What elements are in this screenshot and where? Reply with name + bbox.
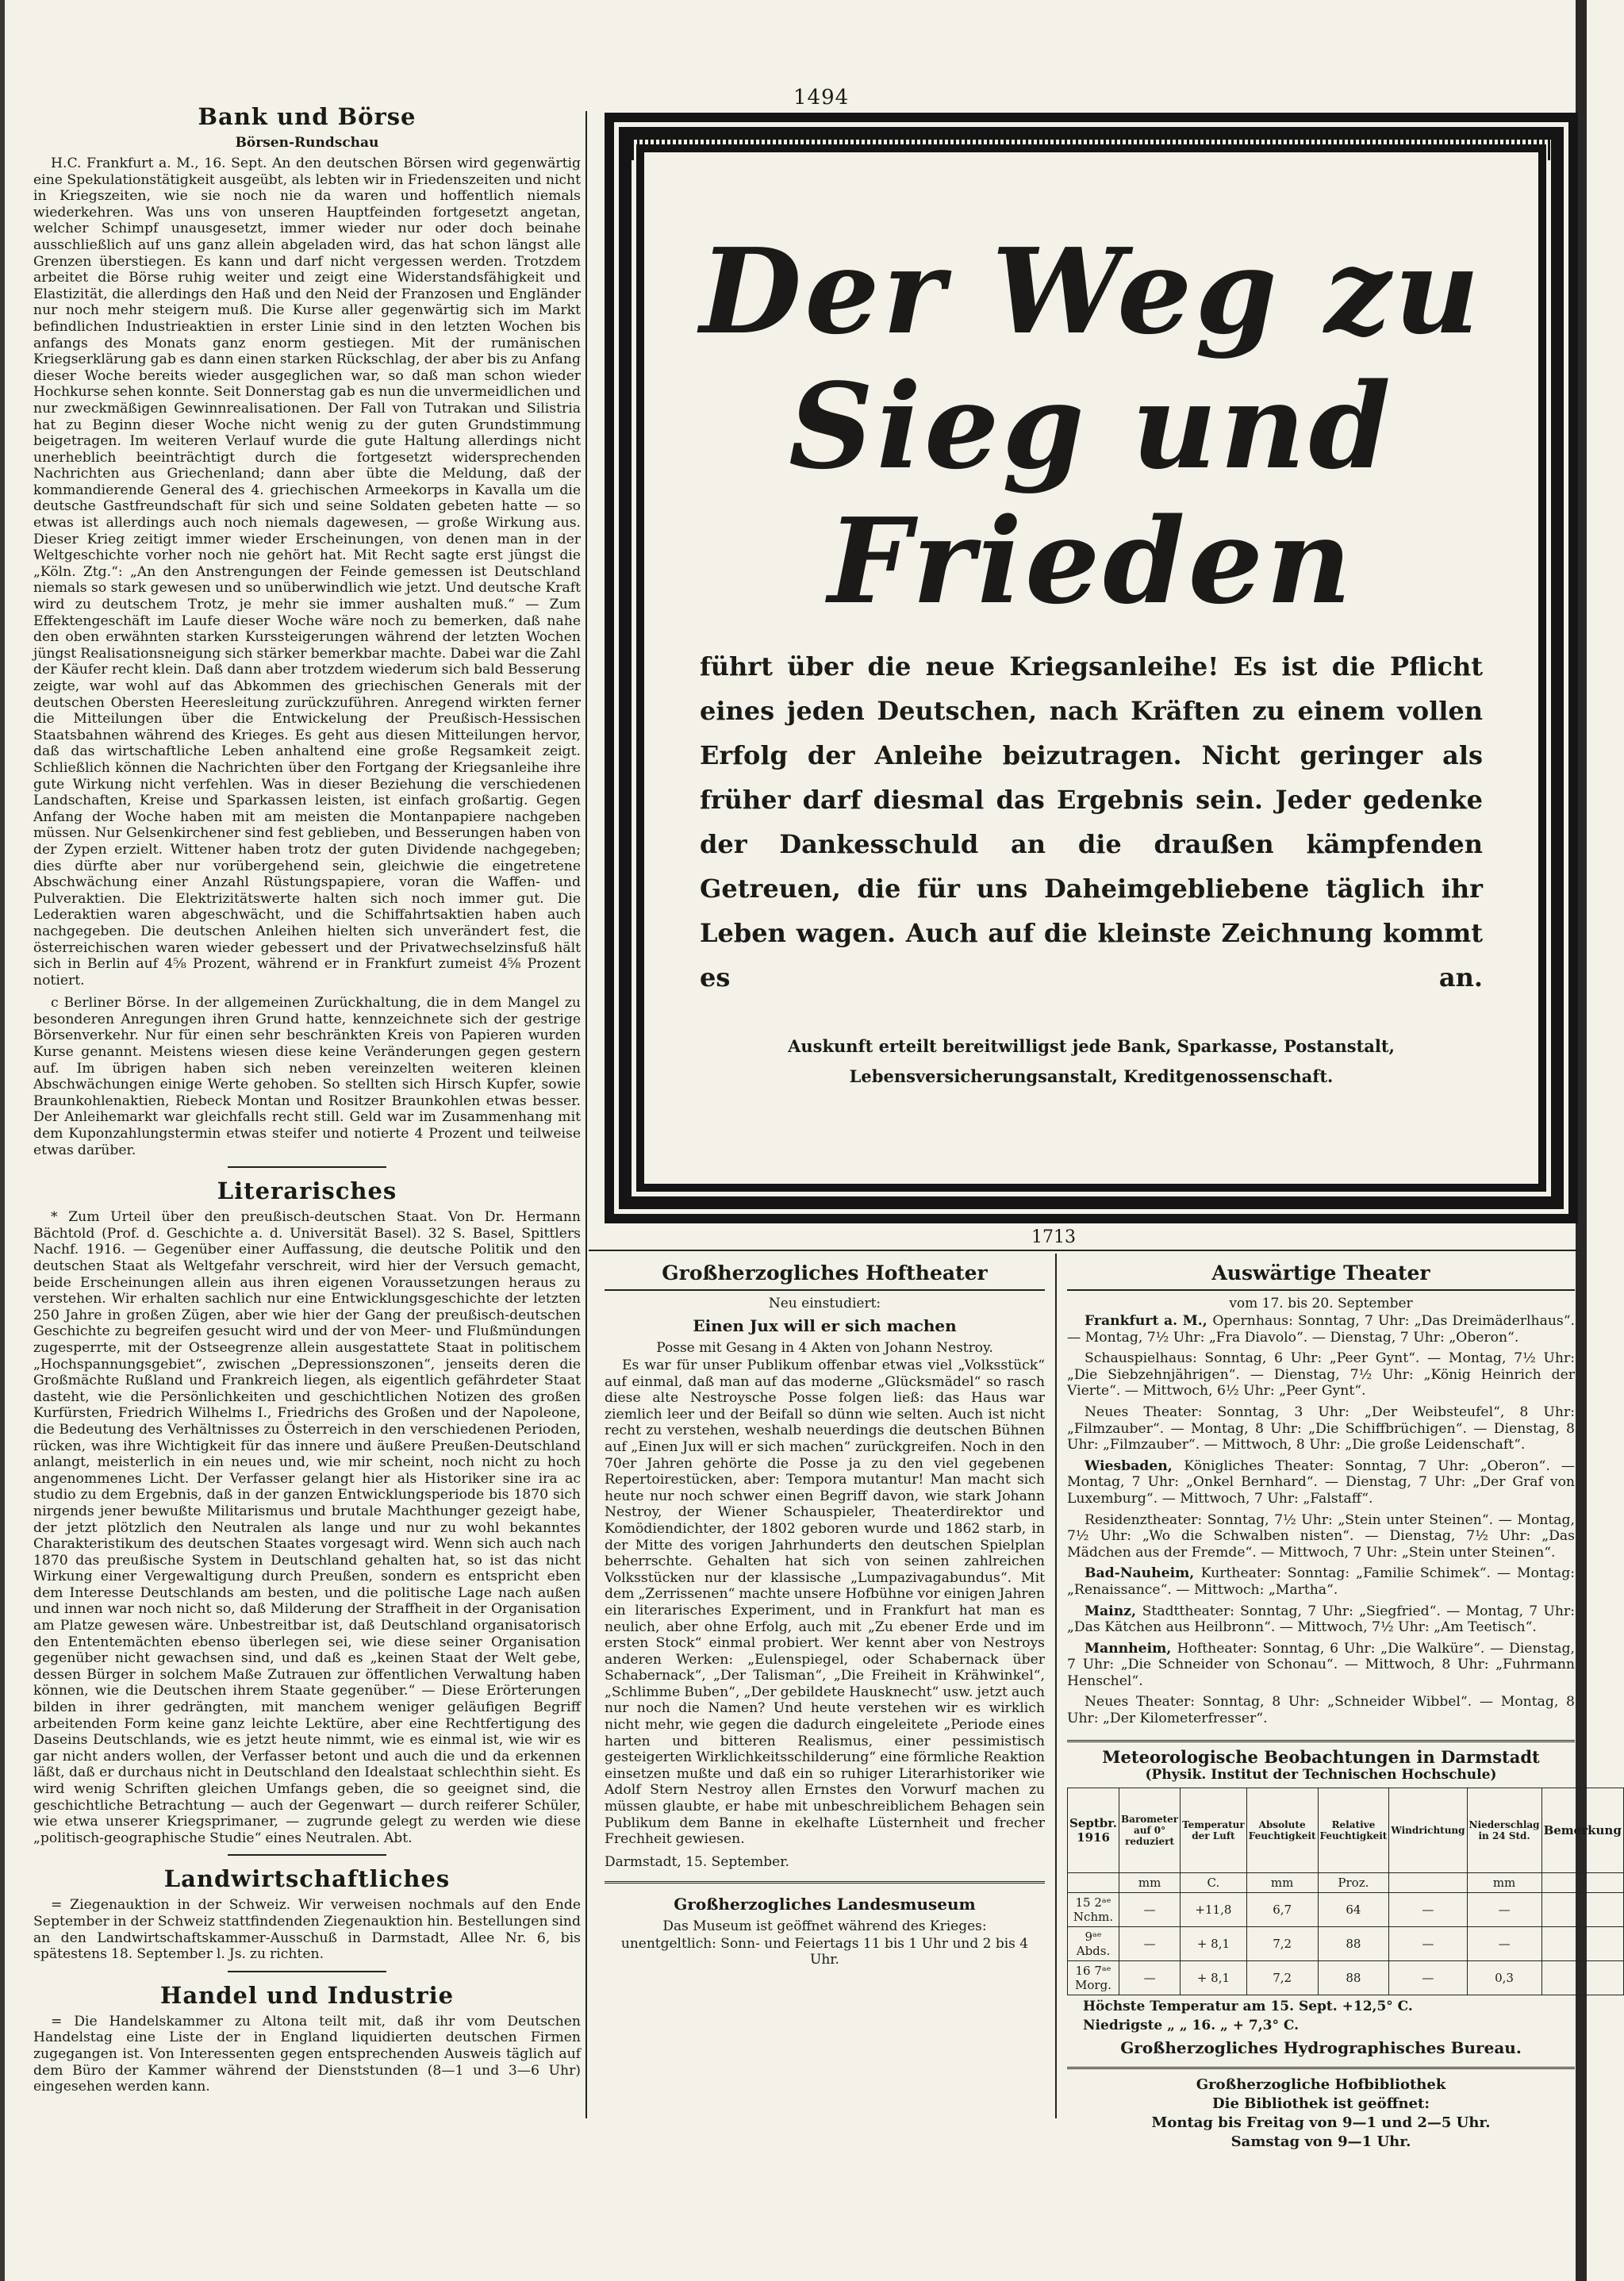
meteo-header-cell: Niederschlag in 24 Std.: [1467, 1788, 1541, 1872]
table-cell: —: [1389, 1926, 1467, 1960]
table-cell: —: [1467, 1892, 1541, 1926]
theater-city: Mainz,: [1085, 1603, 1142, 1619]
table-cell: [1541, 1926, 1623, 1960]
table-cell: —: [1389, 1892, 1467, 1926]
meteo-header-cell: Septbr. 1916: [1068, 1788, 1119, 1872]
meteo-table: [1067, 1788, 1624, 1995]
theater-entry: [1067, 1313, 1575, 1346]
meteo-header-cell: Absolute Feuchtigkeit: [1246, 1788, 1318, 1872]
table-cell: 88: [1318, 1960, 1389, 1995]
section-title-bank: Bank und Börse: [198, 103, 417, 130]
theater-program: Stadttheater: Sonntag, 7 Uhr: „Siegfried“. — Montag, 7 Uhr: „Das Kätchen aus Heilbronn“. — Mittwoch, 7½ Uhr: „Am Teetisch“.: [1067, 1603, 1575, 1636]
table-row: [1068, 1892, 1624, 1926]
meteo-max: Höchste Temperatur am 15. Sept. +12,5° C.: [1083, 1998, 1413, 2014]
library-hours: Montag bis Freitag von 9—1 und 2—5 Uhr.: [1151, 2114, 1491, 2131]
column-divider: [585, 111, 587, 2118]
theater-entry: [1067, 1512, 1575, 1561]
scan-edge-left: [0, 0, 5, 2281]
review-dateline: Darmstadt, 15. September.: [605, 1853, 789, 1870]
theater-program: Schauspielhaus: Sonntag, 6 Uhr: „Peer Gynt“. — Montag, 7½ Uhr: „Die Siebzehnjährigen“. — Dienstag, 7½ Uhr: „König Heinrich der Vierte“. — Mittwoch, 6½ Uhr: „Peer Gynt“.: [1067, 1350, 1575, 1400]
table-cell: —: [1119, 1892, 1181, 1926]
meteo-unit-cell: C.: [1181, 1872, 1247, 1892]
theater-program: Neues Theater: Sonntag, 8 Uhr: „Schneider Wibbel“. — Montag, 8 Uhr: „Der Kilometerfresser“.: [1067, 1694, 1575, 1727]
table-cell: +11,8: [1181, 1892, 1247, 1926]
table-cell: —: [1119, 1926, 1181, 1960]
ad-content: [636, 144, 1546, 1192]
table-cell: 64: [1318, 1892, 1389, 1926]
hoftheater-title: Großherzogliches Hoftheater: [605, 1261, 1045, 1291]
section-divider: [228, 1971, 386, 1972]
ad-body-text: führt über die neue Kriegsanleihe! Es ist die Pflicht eines jeden Deutschen, nach Kräften zu einem vollen Erfolg der Anleihe beizutragen. Nicht geringer als früher darf diesmal das Ergebnis sein. Jeder gedenke der Dankesschuld an die draußen kämpfenden Getreuen, die für uns Daheimgebliebene täglich ihr Leben wagen. Auch auf die kleinste Zeichnung kommt es an.: [700, 651, 1483, 993]
theater-program: Königliches Theater: Sonntag, 7 Uhr: „Oberon“. — Montag, 7 Uhr: „Onkel Bernhard“. — Dienstag, 7 Uhr: „Der Graf von Luxemburg“. — Mittwoch, 7 Uhr: „Falstaff“.: [1067, 1457, 1575, 1507]
foreign-theater-dates: vom 17. bis 20. September: [1229, 1296, 1413, 1311]
theater-program: Hoftheater: Sonntag, 6 Uhr: „Die Walküre“. — Dienstag, 7 Uhr: „Die Schneider von Schonau“. — Mittwoch, 8 Uhr: „Fuhrmann Henschel“.: [1067, 1640, 1575, 1689]
museum-line: Das Museum ist geöffnet während des Krieges:: [662, 1918, 987, 1934]
left-column: [33, 103, 581, 2134]
hoftheater-column: [605, 1261, 1045, 2063]
meteo-subtitle: (Physik. Institut der Technischen Hochschule): [1145, 1766, 1497, 1783]
war-loan-advertisement: [605, 113, 1578, 1223]
foreign-theater-title: Auswärtige Theater: [1067, 1261, 1575, 1291]
theater-entry: [1067, 1641, 1575, 1690]
section-subtitle-bank: Börsen-Rundschau: [235, 135, 379, 151]
table-cell: 9ᵃᵉ Abds.: [1068, 1926, 1119, 1960]
theater-program: Opernhaus: Sonntag, 7 Uhr: „Das Dreimäderlhaus“. — Montag, 7½ Uhr: „Fra Diavolo“. — Dienstag, 7 Uhr: „Oberon“.: [1067, 1313, 1575, 1346]
table-cell: 6,7: [1246, 1892, 1318, 1926]
library-line: Die Bibliothek ist geöffnet:: [1212, 2095, 1430, 2112]
meteo-header-cell: Barometer auf 0° reduziert: [1119, 1788, 1181, 1872]
theater-entry: [1067, 1350, 1575, 1400]
horizontal-divider: [589, 1250, 1580, 1251]
meteo-unit-cell: [1389, 1872, 1467, 1892]
agriculture-paragraph: = Ziegenauktion in der Schweiz. Wir verweisen nochmals auf den Ende September in der Schweiz stattfindenden Ziegenauktion hin. Bestellungen sind an den Landwirtschaftskammer-Ausschuß in Darmstadt, Allee Nr. 6, bis spätestens 18. September l. Js. zu richten.: [33, 1897, 581, 1963]
section-divider: [228, 1166, 386, 1168]
ad-headline: Der Weg zu Sieg und Frieden: [700, 222, 1483, 630]
theater-city: Bad-Nauheim,: [1085, 1565, 1201, 1582]
table-cell: + 8,1: [1181, 1960, 1247, 1995]
meteo-min: Niedrigste „ „ 16. „ + 7,3° C.: [1083, 2017, 1300, 2033]
theater-program: Neues Theater: Sonntag, 3 Uhr: „Der Weibsteufel“, 8 Uhr: „Filmzauber“. — Montag, 8 Uhr: „Die Schiffbrüchigen“. — Dienstag, 8 Uhr: „Filmzauber“. — Mittwoch, 8 Uhr: „Die große Leidenschaft“.: [1067, 1404, 1575, 1453]
table-cell: 0,3: [1467, 1960, 1541, 1995]
theater-entry: [1067, 1404, 1575, 1453]
column-divider: [1055, 1254, 1057, 2118]
theater-city: Mannheim,: [1085, 1640, 1177, 1657]
theater-entry: [1067, 1603, 1575, 1636]
table-cell: —: [1389, 1960, 1467, 1995]
foreign-theater-list: [1067, 1313, 1575, 1727]
right-lower-column: [1067, 1261, 1622, 2150]
library-notice: [1067, 2067, 1575, 2150]
meteo-header-cell: Temperatur der Luft: [1181, 1788, 1247, 1872]
table-cell: 88: [1318, 1926, 1389, 1960]
section-divider: [228, 1854, 386, 1856]
bank-paragraph: H.C. Frankfurt a. M., 16. Sept. An den deutschen Börsen wird gegenwärtig eine Spekulationstätigkeit ausgeübt, als lebten wir in Friedenszeiten und nicht in Kriegszeiten, wie sie noch nie da waren und hoffentlich niemals wiederkehren. Was uns von unseren Hauptfeinden fortgesetzt angetan, welcher Schimpf unausgesetzt, immer wieder nur oder doch beinahe ausschließlich auf uns ganz allein abgeladen wird, das hat schon längst alle Grenzen überstiegen. Es kann und darf nicht vergessen werden. Trotzdem arbeitet die Börse ruhig weiter und zeigt eine Widerstandsfähigkeit und Elastizität, die allerdings den Haß und den Neid der Franzosen und Engländer nur noch mehr steigern muß. Die Kurse aller gegenwärtig sich im Markt befindlichen Industrieaktien in erster Linie sind in den letzten Wochen bis anfangs des Monats ganz enorm gestiegen. Mit der rumänischen Kriegserklärung gab es dann einen starken Rückschlag, der aber bis zu Anfang dieser Woche bereits wieder ausgeglichen war, so daß man schon wieder Hochkurse sehen konnte. Seit Donnerstag gab es nun die unvermeidlichen und nur zweckmäßigen Gewinnrealisationen. Der Fall von Tutrakan und Silistria hat zu Beginn dieser Woche nicht wenig zu der guten Grundstimmung beigetragen. Im weiteren Verlauf wurde die gute Haltung allerdings nicht unerheblich beeinträchtigt durch die fortgesetzt widersprechenden Nachrichten aus Griechenland; dann aber übte die Meldung, daß der kommandierende General des 4. griechischen Armeekorps in Kavalla um die deutsche Gastfreundschaft für sich und seine Soldaten gebeten hatte — so etwas ist allerdings auch noch niemals dagewesen, — große Wirkung aus. Dieser Krieg zeitigt immer wieder Erscheinungen, von denen man in der Weltgeschichte vorher noch nie gehört hat. Mit Recht sagte erst jüngst die „Köln. Ztg.“: „An den Anstrengungen der Feinde gemessen ist Deutschland niemals so stark gewesen und so unüberwindlich wie jetzt. Und deutsche Kraft wird zu deutschem Trotz, je mehr sie immer aushalten muß.“ — Zum Effektengeschäft im Laufe dieser Woche wäre noch zu bemerken, daß nahe den oben erwähnten starken Kurssteigerungen während der letzten Wochen jüngst Realisationsneigung sich stärker bemerkbar machte. Dabei war die Zahl der Käufer recht klein. Daß dann aber trotzdem wiederum sich bald Besserung zeigte, war wohl auf das Abkommen des griechischen Generals mit der deutschen Obersten Heeresleitung zurückzuführen. Anregend wirkten ferner die Mitteilungen über die Entwickelung der Preußisch-Hessischen Staatsbahnen während des Krieges. Es geht aus diesen Mitteilungen hervor, daß das wirtschaftliche Leben anhaltend eine große Regsamkeit zeigt. Schließlich können die Nachrichten über den Fortgang der Kriegsanleihe ihre gute Wirkung nicht verfehlen. Was in dieser Beziehung die verschiedenen Landschaften, Kreise und Sparkassen leisten, ist einfach großartig. Gegen Anfang der Woche haben mit am meisten die Montanpapiere nachgeben müssen. Nur Gelsenkirchener sind fest geblieben, und Besserungen haben von der Zypen erzielt. Wittener haben trotz der guten Dividende nachgegeben; dies dürfte aber nur vorübergehend sein, gleichwie die eingetretene Abschwächung einer Anzahl Rüstungspapiere, voran die Waffen- und Pulveraktien. Die Elektrizitätswerte halten sich noch immer gut. Die Lederaktien waren abgeschwächt, und die Schiffahrtsaktien haben auch nachgegeben. Die deutschen Anleihen hielten sich unverändert fest, die österreichischen waren wieder gebessert und der Privatwechselzinsfuß hält sich in Berlin auf 4⅝ Prozent, während er in Frankfurt zumeist 4⅝ Prozent notiert.: [33, 156, 581, 989]
table-cell: [1541, 1960, 1623, 1995]
museum-notice: [605, 1881, 1045, 1968]
meteo-office: Großherzogliches Hydrographisches Bureau.: [1120, 2037, 1522, 2057]
theater-review: Es war für unser Publikum offenbar etwas viel „Volksstück“ auf einmal, daß man auf das moderne „Glücksmädel“ so rasch diese alte Nestroysche Posse folgen ließ: das Haus war ziemlich leer und der Beifall so dünn wie selten. Auch ist nicht recht zu verstehen, weshalb neuerdings die deutschen Bühnen auf „Einen Jux will er sich machen“ zurückgreifen. Noch in den 70er Jahren gehörte die Posse ja zu den viel gegebenen Repertoirestücken, aber: Tempora mutantur! Man macht sich heute nur noch schwer einen Begriff davon, wie stark Johann Nestroy, der Wiener Schauspieler, Theaterdirektor und Komödiendichter, der 1802 geboren wurde und 1862 starb, in der Mitte des vorigen Jahrhunderts den deutschen Spielplan beherrschte. Gehalten hat sich von seinen zahlreichen Volksstücken nur der klassische „Lumpazivagabundus“. Mit dem „Zerrissenen“ machte unsere Hofbühne vor einigen Jahren ein literarisches Experiment, und in Frankfurt hat man es neulich, aber ohne Erfolg, auch mit „Zu ebener Erde und im ersten Stock“ einmal probiert. Wer kennt aber von Nestroys anderen Werken: „Eulenspiegel, oder Schabernack über Schabernack“, „Der Talisman“, „Die Freiheit in Krähwinkel“, „Schlimme Buben“, „Der gebildete Hausknecht“ usw. jetzt auch nur noch die Namen? Und heute verstehen wir es wirklich nicht mehr, wie gegen die dadurch eingeleitete „Periode eines harten und bitteren Realismus, einer pessimistisch gesteigerten Wirklichkeitsschilderung“ eine förmliche Reaktion einsetzen mußte und daß ein so ruhiger Literarhistoriker wie Adolf Stern Nestroy allen Ernstes den Vorwurf machen zu müssen glaubte, er habe mit unbeschreiblichem Behagen sein Publikum dem Banne in ekelhafte Lüsternheit und frecher Frechheit gewiesen.: [605, 1357, 1045, 1848]
meteo-unit-cell: mm: [1246, 1872, 1318, 1892]
table-cell: [1541, 1892, 1623, 1926]
meteo-header-row: [1068, 1788, 1624, 1872]
table-cell: 7,2: [1246, 1926, 1318, 1960]
page-number: 1494: [793, 86, 850, 109]
literary-paragraph: * Zum Urteil über den preußisch-deutschen Staat. Von Dr. Hermann Bächtold (Prof. d. Geschichte a. d. Universität Basel). 32 S. Basel, Spittlers Nachf. 1916. — Gegenüber einer Auffassung, die deutsche Politik und den deutschen Staat als Weltgefahr verschreit, wird hier der Versuch gemacht, beide Erscheinungen allein aus ihren eigenen Voraussetzungen heraus zu verstehen. Wir erhalten sachlich nur eine Entwicklungsgeschichte der letzten 250 Jahre in großen Zügen, aber wie hier der Gang der preußisch-deutschen Geschichte zu begreifen gesucht wird und der von Meer- und Flußmündungen zugesperrte, mit der Ostseegrenze allein ausgestattete Staat in politischem „Hochspannungsgebiet“, zwischen „Depressionszonen“, jenseits deren die Großmächte Rußland und Frankreich liegen, als eigentlich gefährdeter Staat dasteht, wie die Persönlichkeiten und geschichtlichen Notizen des großen Kurfürsten, Friedrich Wilhelms I., Friedrichs des Großen und der Napoleone, die Bedeutung des Verhältnisses zu Österreich in den verschiedenen Perioden, rücken, was ihre Wichtigkeit für das innere und äußere Preußen-Deutschland anlangt, meisterlich in ein neues und, wie mir scheint, noch nicht zu hoch angenommenes Licht. Der Verfasser gelangt hier als Historiker sine ira ac studio zu dem Ergebnis, daß in der ganzen Entwicklungsperiode bis 1870 sich nirgends jener bewußte Militarismus und brutale Machthunger gezeigt habe, der jetzt plötzlich den Neutralen als lange und nur zu wohl bekanntes Charakteristikum des deutschen Staates vorgesagt wird. Wenn sich auch nach 1870 das preußische System in Deutschland gehalten hat, so ist das nicht Wirkung einer Vergewaltigung durch Preußen, sondern es entspricht eben dem Interesse Deutschlands am besten, und die politische Lage nach außen und innen war noch nicht so, daß Milderung der Straffheit in der Organisation am Platze gewesen wäre. Unbestreitbar ist, daß Deutschland organisatorisch den Ententemächten ebenso überlegen sei, wie diese seiner Organisation gegenüber nicht gewachsen sind, und daß es „keinen Staat der Welt gebe, dessen Bürger in solchem Maße Zutrauen zur öffentlichen Verwaltung haben können, wie die Deutschen ihrem Staate gegenüber.“ — Diese Erörterungen bilden in ihrer gedrängten, mit manchem weniger geläufigen Begriff arbeitenden Form keine ganz leichte Lektüre, aber eine Rechtfertigung des Daseins Deutschlands, wie es jetzt heute nimmt, wie es einmal ist, wie wir es gar nicht anders wollen, der Verfasser betont und auch die und da erkennen läßt, daß er durchaus nicht in Deutschland den Idealstaat schlechthin sieht. Es wird wenig Schriften gleichen Umfangs geben, die so geeignet sind, die geschichtliche Betrachtung — auch der Gegenwart — durch reiferer Schüler, wie etwa unserer Kriegsprimaner, — zugrunde gelegt zu werden wie diese „politisch-geographische Studie“ eines Neutralen. Abt.: [33, 1209, 581, 1846]
meteo-unit-cell: [1068, 1872, 1119, 1892]
meteo-table-body: [1068, 1892, 1624, 1995]
theater-city: Frankfurt a. M.,: [1085, 1313, 1213, 1329]
meteo-unit-cell: mm: [1467, 1872, 1541, 1892]
meteo-title: Meteorologische Beobachtungen in Darmstadt: [1067, 1740, 1575, 1767]
library-hours: Samstag von 9—1 Uhr.: [1230, 2133, 1411, 2150]
meteo-header-cell: Bemerkung: [1541, 1788, 1623, 1872]
ad-information-note: Auskunft erteilt bereitwilligst jede Bank, Sparkasse, Postanstalt, Lebensversicherungsanstalt, Kreditgenossenschaft.: [788, 1036, 1395, 1086]
theater-entry: [1067, 1458, 1575, 1507]
museum-title: Großherzogliches Landesmuseum: [674, 1894, 976, 1914]
table-cell: —: [1119, 1960, 1181, 1995]
table-row: [1068, 1926, 1624, 1960]
ad-number: 1713: [1031, 1227, 1076, 1247]
bank-paragraph: c Berliner Börse. In der allgemeinen Zurückhaltung, die in dem Mangel zu besonderen Anregungen ihren Grund hatte, kennzeichnete sich der gestrige Börsenverkehr. Nur für einen sehr beschränkten Kreis von Papieren wurden Kurse genannt. Meistens wiesen diese keine Veränderungen gegen gestern auf. Im übrigen haben sich neben vereinzelten weiteren kleinen Abschwächungen einige Werte gehoben. So stellten sich Hirsch Kupfer, sowie Braunkohlenaktien, Riebeck Montan und Rositzer Braunkohlen etwas besser. Der Anleihemarkt war gleichfalls recht still. Geld war im Zusammenhang mit dem Kuponzahlungstermin etwas steifer und notierte 4 Prozent und teilweise etwas darüber.: [33, 995, 581, 1158]
table-row: [1068, 1960, 1624, 1995]
table-cell: 7,2: [1246, 1960, 1318, 1995]
ad-border: [619, 127, 1564, 1209]
hoftheater-subtitle: Neu einstudiert:: [768, 1296, 881, 1311]
play-genre: Posse mit Gesang in 4 Akten von Johann Nestroy.: [656, 1340, 993, 1356]
meteo-unit-cell: [1541, 1872, 1623, 1892]
meteo-header-cell: Windrichtung: [1389, 1788, 1467, 1872]
section-title-trade: Handel und Industrie: [159, 1981, 455, 2009]
theater-program: Residenztheater: Sonntag, 7½ Uhr: „Stein unter Steinen“. — Montag, 7½ Uhr: „Wo die Schwalben nisten“. — Dienstag, 7½ Uhr: „Das Mädchen aus der Fremde“. — Mittwoch, 7 Uhr: „Stein unter Steinen“.: [1067, 1511, 1575, 1561]
section-title-agriculture: Landwirtschaftliches: [163, 1865, 451, 1893]
section-title-literary: Literarisches: [217, 1177, 397, 1205]
meteo-header-cell: Relative Feuchtigkeit: [1318, 1788, 1389, 1872]
library-title: Großherzogliche Hofbibliothek: [1196, 2076, 1446, 2093]
play-title: Einen Jux will er sich machen: [693, 1316, 957, 1335]
theater-entry: [1067, 1565, 1575, 1598]
meteo-units-row: [1068, 1872, 1624, 1892]
meteo-unit-cell: Proz.: [1318, 1872, 1389, 1892]
table-cell: + 8,1: [1181, 1926, 1247, 1960]
table-cell: 16 7ᵃᵉ Morg.: [1068, 1960, 1119, 1995]
meteo-unit-cell: mm: [1119, 1872, 1181, 1892]
theater-program: Kurtheater: Sonntag: „Familie Schimek“. — Montag: „Renaissance“. — Mittwoch: „Martha“.: [1067, 1565, 1575, 1598]
table-cell: 15 2ᵃᵉ Nchm.: [1068, 1892, 1119, 1926]
trade-paragraph: = Die Handelskammer zu Altona teilt mit, daß ihr vom Deutschen Handelstag eine Liste der in England liquidierten deutschen Firmen zugegangen ist. Von Interessenten gegen entsprechenden Ausweis täglich auf dem Büro der Kammer während der Dienststunden (8—1 und 3—6 Uhr) eingesehen werden kann.: [33, 2013, 581, 2095]
theater-city: Wiesbaden,: [1085, 1457, 1184, 1474]
table-cell: —: [1467, 1926, 1541, 1960]
museum-hours: unentgeltlich: Sonn- und Feiertags 11 bis 1 Uhr und 2 bis 4 Uhr.: [620, 1935, 1029, 1968]
theater-entry: [1067, 1694, 1575, 1726]
